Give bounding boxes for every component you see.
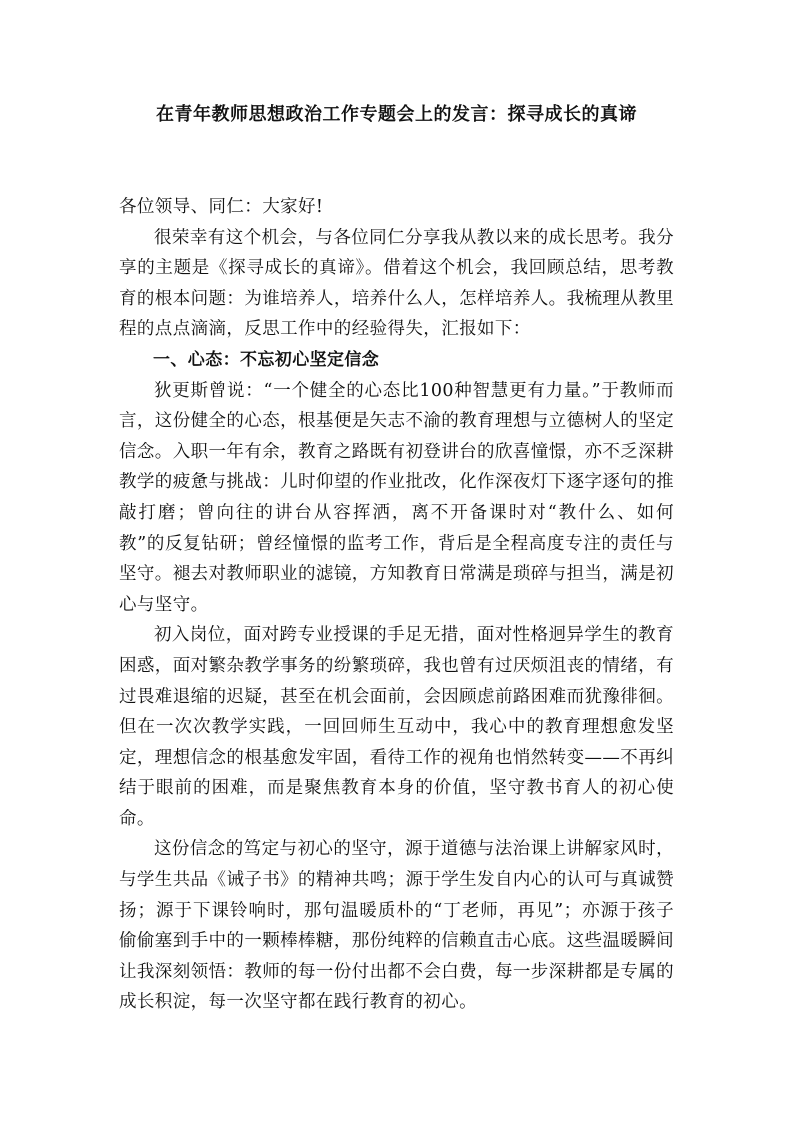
document-title: 在青年教师思想政治工作专题会上的发言：探寻成长的真谛 bbox=[156, 104, 637, 125]
document-body bbox=[119, 192, 674, 1018]
section-heading: 一、心态：不忘初心坚定信念 bbox=[153, 349, 380, 370]
paragraph-early-career: 初入岗位，面对跨专业授课的手足无措，面对性格迥异学生的教育困惑，面对繁杂教学事务的纷繁琐碎，我也曾有过厌烦沮丧的情绪，有过畏难退缩的迟疑，甚至在机会面前，会因顾虑前路困难而犹豫徘徊。但在一次次教学实践，一回回师生互动中，我心中的教育理想愈发坚定，理想信念的根基愈发牢固，看待工作的视角也悄然转变——不再纠结于眼前的困难，而是聚焦教育本身的价值，坚守教书育人的初心使命。 bbox=[119, 625, 674, 829]
paragraph-intro: 很荣幸有这个机会，与各位同仁分享我从教以来的成长思考。我分享的主题是《探寻成长的真谛》。借着这个机会，我回顾总结，思考教育的根本问题：为谁培养人，培养什么人，怎样培养人。我梳理从教里程的点点滴滴，反思工作中的经验得失，汇报如下： bbox=[119, 227, 674, 340]
greeting-line: 各位领导、同仁：大家好! bbox=[119, 197, 324, 217]
paragraph-mindset: 狄更斯曾说：“一个健全的心态比100种智慧更有力量。”于教师而言，这份健全的心态，根基便是矢志不渝的教育理想与立德树人的坚定信念。入职一年有余，教育之路既有初登讲台的欣喜憧憬，亦不乏深耕教学的疲惫与挑战：儿时仰望的作业批改，化作深夜灯下逐字逐句的推敲打磨；曾向往的讲台从容挥洒，离不开备课时对“教什么、如何教”的反复钻研；曾经憧憬的监考工作，背后是全程高度专注的责任与坚守。褪去对教师职业的滤镜，方知教育日常满是琐碎与担当，满是初心与坚守。 bbox=[119, 380, 674, 615]
paragraph-belief-source: 这份信念的笃定与初心的坚守，源于道德与法治课上讲解家风时，与学生共品《诫子书》的精神共鸣；源于学生发自内心的认可与真诚赞扬；源于下课铃响时，那句温暖质朴的“丁老师，再见”；亦源于孩子偷偷塞到手中的一颗棒棒糖，那份纯粹的信赖直击心底。这些温暖瞬间让我深刻领悟：教师的每一份付出都不会白费，每一步深耕都是专属的成长积淀，每一次坚守都在践行教育的初心。 bbox=[119, 839, 674, 1013]
